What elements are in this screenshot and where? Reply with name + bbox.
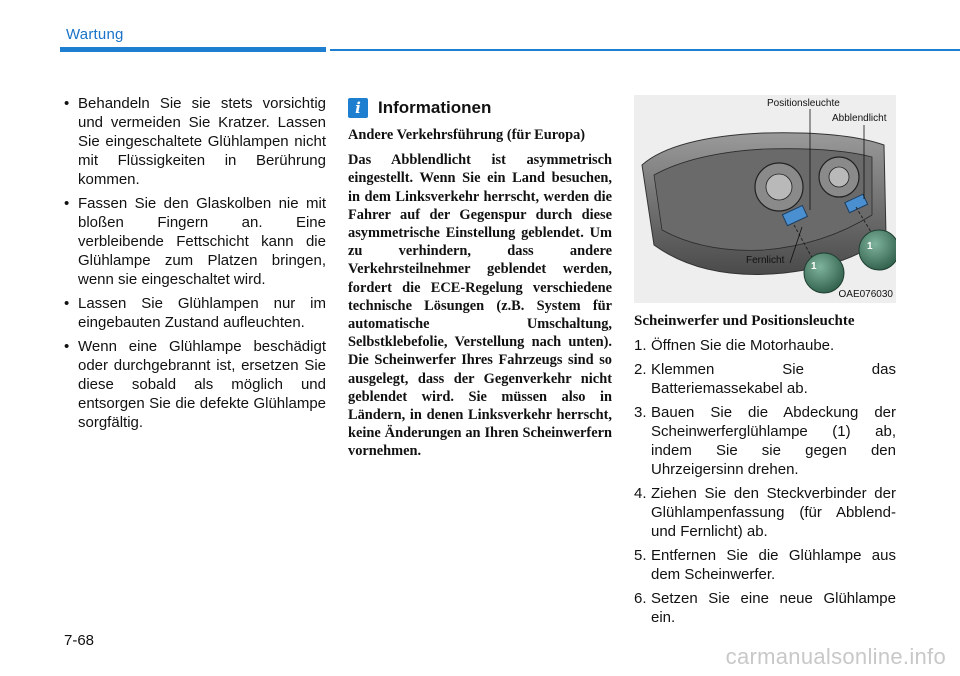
- right-column: [634, 95, 896, 632]
- list-item: [634, 336, 896, 355]
- list-item: • Fassen Sie den Glaskolben nie mit bloßen Fingern an. Eine verbleibende Fettschicht kann die Glühlampe zum Platzen bringen, wenn sie eingeschaltet wird.: [62, 194, 326, 289]
- step-text: Bauen Sie die Abdeckung der Scheinwerferglühlampe (1) ab, indem Sie sie gegen den Uhrzeigersinn drehen.: [651, 404, 896, 478]
- list-item: [634, 546, 896, 584]
- list-item: • Behandeln Sie sie stets vorsichtig und vermeiden Sie Kratzer. Lassen Sie eingeschaltete Glühlampen nicht mit Flüssigkeiten in Berührung kommen.: [62, 94, 326, 189]
- page-number: 7-68: [64, 632, 95, 649]
- callout-number: 1: [867, 241, 873, 252]
- step-number: 1.: [634, 337, 647, 354]
- headlamp-drawing: [634, 95, 896, 303]
- caution-list: [62, 94, 326, 432]
- step-number: 6.: [634, 590, 647, 607]
- step-number: 5.: [634, 547, 647, 564]
- info-column: [348, 98, 612, 468]
- info-body: Das Abblendlicht ist asymmetrisch eingestellt. Wenn Sie ein Land besuchen, in dem Linksverkehr herrscht, werden die Fahrer auf der Gegenspur durch diese asymmetrische Einstellung geblendet. Um zu verhindern, dass andere Verkehrsteilnehmer geblendet werden, fordert die ECE-Regelung verschiedene technische Lösungen (z.B. System für automatische Umschaltung, Selbstklebefolie, Verstellung nach unten). Die Scheinwerfer Ihres Fahrzeugs sind so ausgelegt, dass der Gegenverkehr nicht geblendet wird. Sie müssen also in Ländern, in denen Linksverkehr herrscht, keine Änderungen an Ihren Scheinwerfern vornehmen.: [348, 152, 612, 460]
- info-header: [348, 98, 612, 118]
- step-text: Setzen Sie eine neue Glühlampe ein.: [651, 590, 896, 626]
- label-low-beam: Abblendlicht: [832, 113, 887, 124]
- procedure-steps: [634, 336, 896, 627]
- section-title: Wartung: [66, 26, 124, 43]
- header-rule-thin: [330, 49, 960, 51]
- step-text: Entfernen Sie die Glühlampe aus dem Scheinwerfer.: [651, 547, 896, 583]
- list-item: [634, 589, 896, 627]
- info-icon: i: [348, 98, 368, 118]
- header-rule-thick: [60, 47, 326, 52]
- step-text: Öffnen Sie die Motorhaube.: [651, 337, 835, 354]
- step-number: 2.: [634, 361, 647, 378]
- step-text: Klemmen Sie das Batteriemassekabel ab.: [651, 361, 896, 397]
- list-item: [634, 403, 896, 479]
- step-number: 4.: [634, 485, 647, 502]
- list-item: • Lassen Sie Glühlampen nur im eingebauten Zustand aufleuchten.: [62, 294, 326, 332]
- step-number: 3.: [634, 404, 647, 421]
- list-item: [634, 360, 896, 398]
- callout-number: 1: [811, 261, 817, 272]
- info-subtitle: Andere Verkehrsführung (für Europa): [348, 127, 586, 143]
- info-title: Informationen: [378, 98, 492, 117]
- list-item: [634, 484, 896, 541]
- figure-code: OAE076030: [838, 289, 893, 300]
- step-text: Ziehen Sie den Steckverbinder der Glühlampenfassung (für Abblend- und Fernlicht) ab.: [651, 485, 896, 540]
- label-high-beam: Fernlicht: [746, 255, 785, 266]
- label-position-light: Positionsleuchte: [767, 98, 840, 109]
- procedure-title: Scheinwerfer und Positionsleuchte: [634, 313, 855, 329]
- watermark: carmanualsonline.info: [725, 644, 946, 669]
- headlamp-illustration: [634, 95, 896, 303]
- left-column: [62, 94, 326, 437]
- list-item: • Wenn eine Glühlampe beschädigt oder durchgebrannt ist, ersetzen Sie diese sobald als möglich und entsorgen Sie die defekte Glühlampe sorgfältig.: [62, 337, 326, 432]
